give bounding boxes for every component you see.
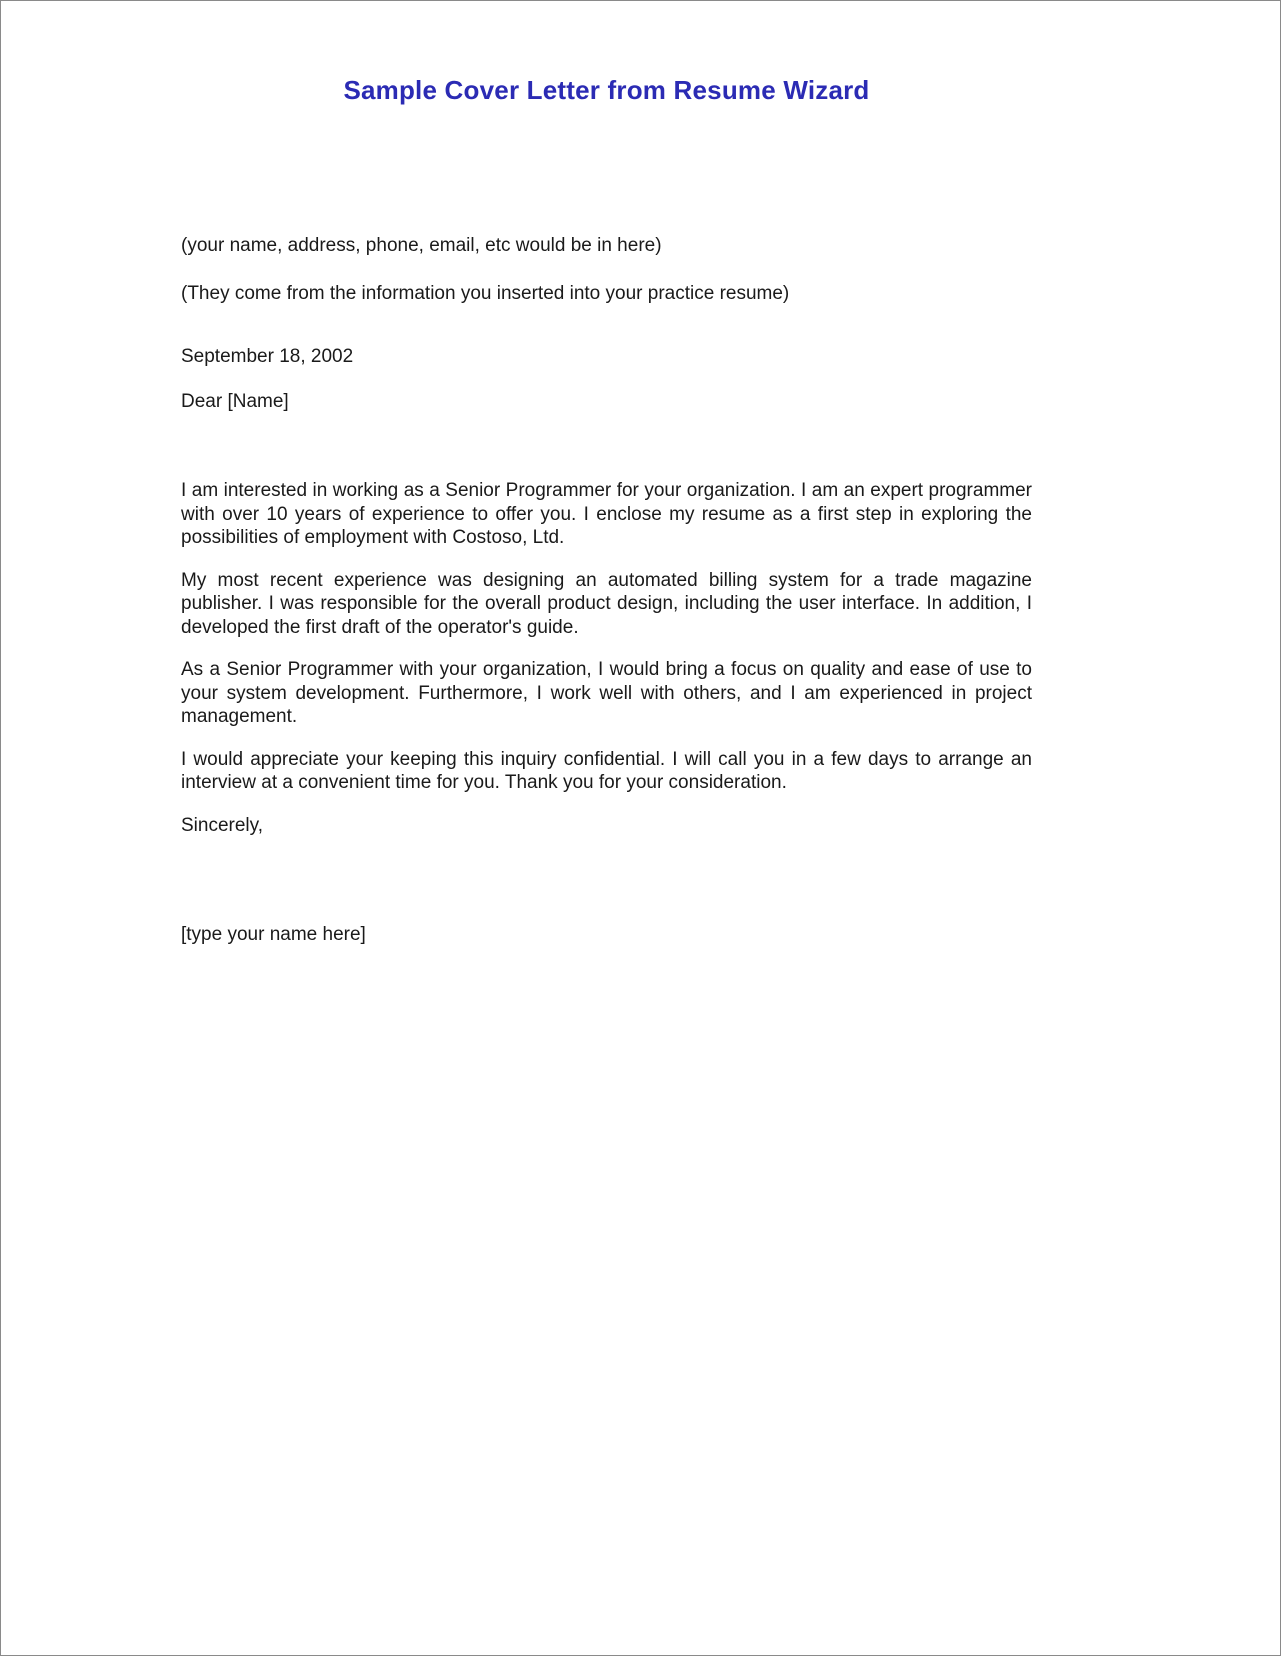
letter-paragraph-3: As a Senior Programmer with your organization, I would bring a focus on quality and ease of use to your system development. Furthermore, I work well with others, and I am experienced in project management. <box>181 659 1032 727</box>
letter-paragraph-2: My most recent experience was designing an automated billing system for a trade magazine publisher. I was responsible for the overall product design, including the user interface. In addition, I developed the first draft of the operator's guide. <box>181 569 1032 638</box>
page-title: Sample Cover Letter from Resume Wizard <box>343 75 870 105</box>
placeholder-note-line2: (They come from the information you inserted into your practice resume) <box>181 282 790 304</box>
signature-placeholder: [type your name here] <box>181 924 366 945</box>
letter-closing: Sincerely, <box>181 814 264 836</box>
letter-paragraph-4: I would appreciate your keeping this inquiry confidential. I will call you in a few days to arrange an interview at a convenient time for you. Thank you for your consideration. <box>181 748 1032 793</box>
letter-date: September 18, 2002 <box>181 346 354 367</box>
letter-content <box>1 1 1280 947</box>
letter-paragraph-1: I am interested in working as a Senior Programmer for your organization. I am an expert programmer with over 10 years of experience to offer you. I enclose my resume as a first step in exploring the possibilities of employment with Costoso, Ltd. <box>181 480 1032 548</box>
letter-salutation: Dear [Name] <box>181 390 289 412</box>
placeholder-note-line1: (your name, address, phone, email, etc would be in here) <box>181 235 662 256</box>
